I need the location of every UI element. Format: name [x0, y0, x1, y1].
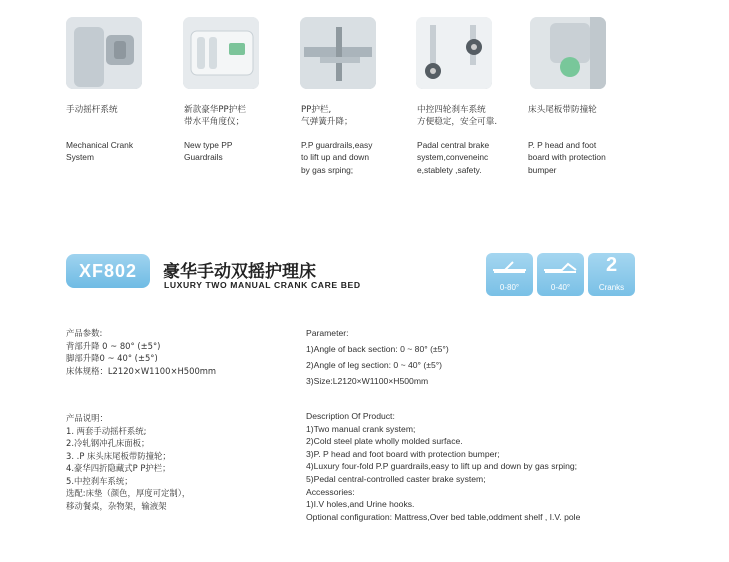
- desc-cn-line: 2.冷轧钢冲孔床面板；: [66, 438, 150, 448]
- params-en-line: 3)Size:L2120×W1100×H500mm: [306, 376, 429, 386]
- model-badge: XF802: [66, 254, 150, 288]
- feature-photo-guardrail: [183, 17, 259, 89]
- spec-badge-label: 0-80°: [499, 283, 520, 292]
- product-title-cn: 豪华手动双摇护理床: [163, 262, 316, 282]
- leg-section-bed-icon: [542, 258, 579, 275]
- desc-en-line: 3)P. P head and foot board with protection bumper;: [306, 448, 500, 459]
- feature-caption-cn: [528, 104, 597, 116]
- params-cn-line: 床体规格：L2120×W1100×H500mm: [66, 365, 217, 376]
- spec-badge-label: 0-40°: [550, 283, 571, 292]
- feature-en-line: e,stablety ,safety.: [417, 164, 482, 175]
- desc-en-line: Optional configuration: Mattress,Over bed table,oddment shelf , I.V. pole: [306, 511, 581, 522]
- feature-caption-cn: [184, 104, 246, 129]
- parameters-cn: [66, 327, 216, 377]
- feature-en-line: Padal central brake: [417, 140, 490, 150]
- desc-cn-line: 1. 两套手动摇杆系统;: [66, 425, 147, 436]
- params-en-line: 1)Angle of back section: 0 ~ 80° (±5°): [306, 344, 449, 354]
- bumper-image: [530, 17, 606, 89]
- feature-cn-line: 新款豪华PP护栏: [184, 105, 246, 115]
- desc-en-line: 5)Pedal central-controlled caster brake system;: [306, 473, 486, 484]
- description-cn: [66, 412, 190, 512]
- params-en-line: Parameter:: [306, 328, 349, 338]
- feature-en-line: bumper: [528, 164, 557, 175]
- feature-en-line: to lift up and down: [301, 152, 369, 163]
- desc-cn-line: 产品说明：: [66, 413, 108, 423]
- desc-cn-line: 5.中控刹车系统；: [66, 475, 133, 486]
- feature-photo-bumper: [530, 17, 606, 89]
- params-cn-line: 脚部升降0 ~ 40° (±5°): [66, 353, 158, 363]
- description-en: [306, 410, 580, 523]
- feature-caption-en: [301, 139, 372, 176]
- feature-en-line: New type PP: [184, 140, 233, 150]
- crank-handle-image: [66, 17, 142, 89]
- guardrail-image: [183, 17, 259, 89]
- params-en-line: 2)Angle of leg section: 0 ~ 40° (±5°): [306, 360, 443, 370]
- feature-en-line: System: [66, 152, 94, 163]
- feature-cn-line: 带水平角度仪；: [184, 117, 245, 128]
- desc-en-line: Accessories:: [306, 486, 355, 497]
- feature-caption-en: [184, 139, 232, 164]
- spec-badge-cranks: [588, 253, 635, 296]
- feature-cn-line: 中控四轮刹车系统: [417, 105, 486, 115]
- spec-badge-label: Cranks: [598, 283, 625, 292]
- desc-cn-line: 选配:床垫（颜色，厚度可定制），: [66, 488, 191, 498]
- feature-cn-line: 手动摇杆系统: [66, 105, 118, 115]
- params-cn-line: 背部升降 0 ~ 80° (±5°): [66, 340, 161, 351]
- parameters-en: [306, 325, 449, 389]
- feature-cn-line: 气弹簧升降；: [301, 117, 353, 128]
- desc-en-line: 1)I.V holes,and Urine hooks.: [306, 499, 415, 510]
- desc-cn-line: 移动餐桌，杂物架，输液架: [66, 500, 167, 511]
- feature-caption-cn: [66, 104, 118, 116]
- feature-caption-cn: [417, 104, 497, 129]
- back-section-bed-icon: [491, 258, 528, 275]
- feature-en-line: P. P head and foot: [528, 140, 597, 150]
- feature-en-line: by gas srping;: [301, 164, 354, 175]
- feature-photo-brake: [416, 17, 492, 89]
- feature-photo-crank: [66, 17, 142, 89]
- feature-en-line: Guardrails: [184, 152, 223, 163]
- feature-caption-en: [528, 139, 606, 176]
- product-title-en: LUXURY TWO MANUAL CRANK CARE BED: [164, 280, 361, 290]
- feature-photo-gas-spring: [300, 17, 376, 89]
- params-cn-line: 产品参数:: [66, 328, 103, 338]
- feature-caption-en: [417, 139, 489, 176]
- caster-wheel-image: [416, 17, 492, 89]
- feature-cn-line: 方便稳定，安全可靠.: [417, 117, 498, 128]
- feature-caption-cn: [301, 104, 353, 129]
- desc-cn-line: 3. .P 床头床尾板带防撞轮；: [66, 450, 171, 461]
- spec-badge-back-angle: [486, 253, 533, 296]
- feature-en-line: system,conveneinc: [417, 152, 489, 163]
- spec-badge-number: 2: [605, 254, 618, 276]
- gas-spring-image: [300, 17, 376, 89]
- feature-en-line: Mechanical Crank: [66, 140, 134, 150]
- desc-en-line: Description Of Product:: [306, 411, 395, 421]
- desc-en-line: 2)Cold steel plate wholly molded surface.: [306, 436, 463, 447]
- desc-en-line: 1)Two manual crank system;: [306, 423, 416, 434]
- feature-caption-en: [66, 139, 133, 164]
- spec-badge-leg-angle: [537, 253, 584, 296]
- desc-cn-line: 4.豪华四折隐藏式P P护栏；: [66, 463, 171, 473]
- feature-cn-line: PP护栏,: [301, 105, 332, 115]
- feature-en-line: board with protection: [528, 152, 606, 163]
- feature-en-line: P.P guardrails,easy: [301, 140, 373, 150]
- feature-cn-line: 床头尾板带防撞轮: [528, 105, 597, 115]
- desc-en-line: 4)Luxury four-fold P.P guardrails,easy to lift up and down by gas srping;: [306, 461, 578, 472]
